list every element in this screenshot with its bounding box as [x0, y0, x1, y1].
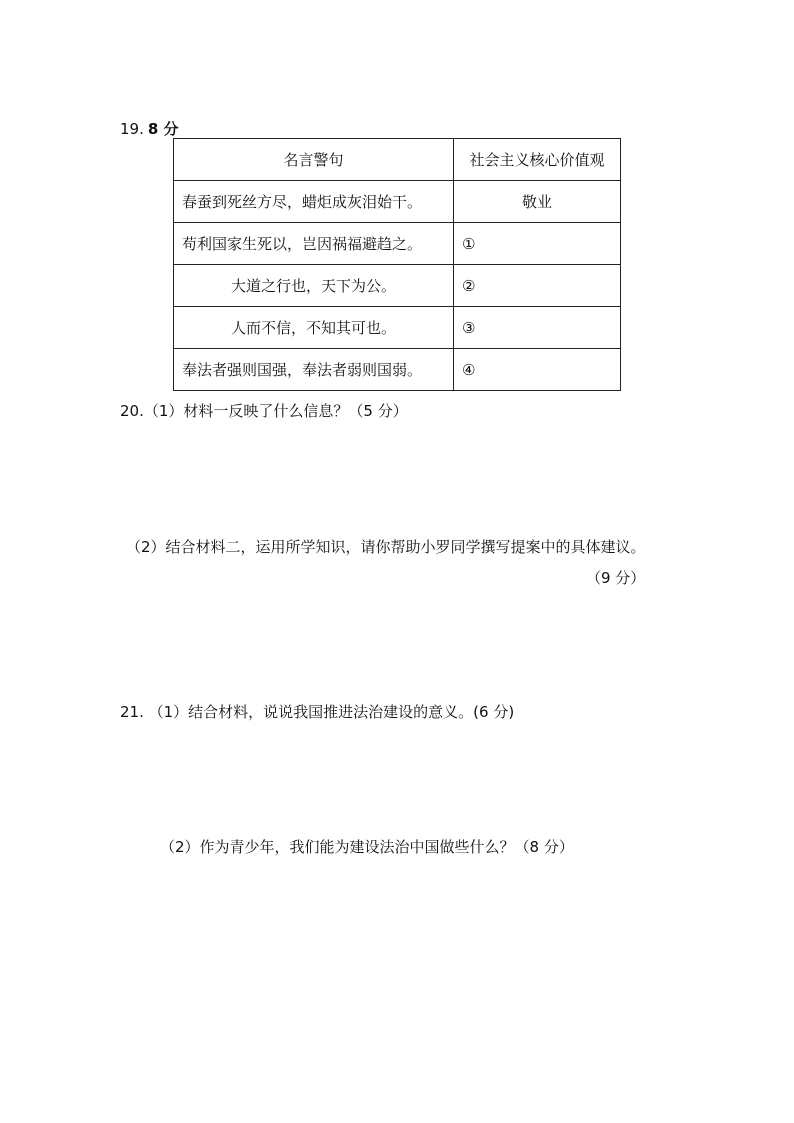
quotes-values-table [173, 138, 621, 391]
question-20-part-2-points: （9 分） [586, 569, 646, 587]
table-row [174, 181, 621, 223]
header-quotes: 名言警句 [174, 139, 454, 181]
table-row [174, 223, 621, 265]
quote-cell: 大道之行也，天下为公。 [174, 265, 454, 307]
question-21-part-1: 21. （1）结合材料，说说我国推进法治建设的意义。(6 分) [120, 703, 515, 721]
question-19-label [120, 118, 179, 139]
question-20-part-1: 20.（1）材料一反映了什么信息？（5 分） [120, 402, 408, 420]
answer-blank-1[interactable]: ① [454, 223, 621, 265]
value-cell: 敬业 [454, 181, 621, 223]
question-21-part-2: （2）作为青少年，我们能为建设法治中国做些什么？（8 分） [160, 838, 574, 856]
table-row [174, 349, 621, 391]
quote-cell: 苟利国家生死以，岂因祸福避趋之。 [174, 223, 454, 265]
question-number: 19. [120, 120, 144, 138]
answer-blank-2[interactable]: ② [454, 265, 621, 307]
quote-cell: 奉法者强则国强，奉法者弱则国弱。 [174, 349, 454, 391]
table-row [174, 307, 621, 349]
question-points: 8 分 [147, 120, 179, 138]
question-20-part-2: （2）结合材料二，运用所学知识，请你帮助小罗同学撰写提案中的具体建议。 [126, 538, 646, 556]
header-values: 社会主义核心价值观 [454, 139, 621, 181]
table-header-row [174, 139, 621, 181]
answer-blank-3[interactable]: ③ [454, 307, 621, 349]
quote-cell: 春蚕到死丝方尽，蜡炬成灰泪始干。 [174, 181, 454, 223]
quote-cell: 人而不信，不知其可也。 [174, 307, 454, 349]
table-row [174, 265, 621, 307]
answer-blank-4[interactable]: ④ [454, 349, 621, 391]
